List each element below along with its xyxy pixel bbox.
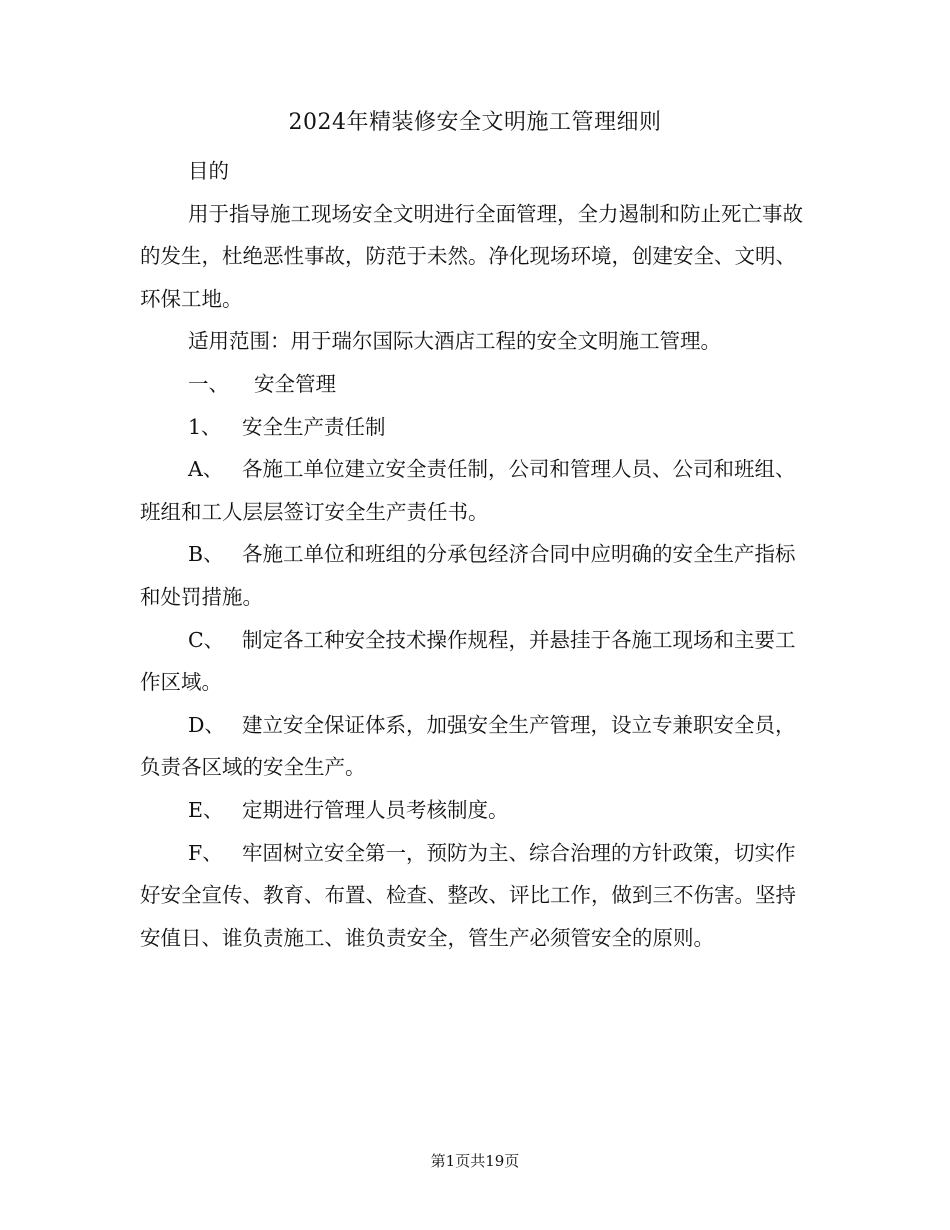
subsection-number: 1、 [188,414,222,439]
list-item [140,448,810,533]
list-item-marker: E、 [188,797,224,822]
list-item-text: 各施工单位和班组的分承包经济合同中应明确的安全生产指标和处罚措施。 [140,542,796,609]
list-item-text: 定期进行管理人员考核制度。 [242,797,509,822]
scope-paragraph: 适用范围：用于瑞尔国际大酒店工程的安全文明施工管理。 [188,329,721,354]
subsection-heading [140,406,810,449]
list-item-marker: F、 [188,840,223,865]
document-body [140,150,810,959]
section-heading [140,363,810,406]
purpose-paragraph: 用于指导施工现场安全文明进行全面管理，全力遏制和防止死亡事故的发生，杜绝恶性事故，防范于未然。净化现场环境，创建安全、文明、环保工地。 [140,201,803,311]
list-item-text: 建立安全保证体系，加强安全生产管理，设立专兼职安全员，负责各区域的安全生产。 [140,712,796,780]
list-item-marker: D、 [188,712,225,737]
document-title: 2024年精装修安全文明施工管理细则 [288,110,662,135]
purpose-heading: 目的 [188,159,229,183]
list-item-marker: A、 [188,457,224,482]
list-item-marker: B、 [188,542,224,567]
list-item [140,704,810,789]
list-item-marker: C、 [188,627,225,652]
list-item-text: 各施工单位建立安全责任制，公司和管理人员、公司和班组、班组和工人层层签订安全生产责任书。 [140,457,796,524]
list-item [140,789,810,832]
list-item-text: 制定各工种安全技术操作规程，并悬挂于各施工现场和主要工作区域。 [140,627,796,695]
page-number: 第1页共19页 [430,1152,520,1170]
section-title: 安全管理 [254,371,336,396]
list-item [140,619,810,704]
section-number: 一、 [188,371,229,396]
list-item [140,832,810,960]
subsection-title: 安全生产责任制 [242,414,386,439]
list-item-text: 牢固树立安全第一，预防为主、综合治理的方针政策，切实作好安全宣传、教育、布置、检查、整改、评比工作，做到三不伤害。坚持安值日、谁负责施工、谁负责安全，管生产必须管安全的原则。 [140,840,796,950]
list-item [140,533,810,618]
